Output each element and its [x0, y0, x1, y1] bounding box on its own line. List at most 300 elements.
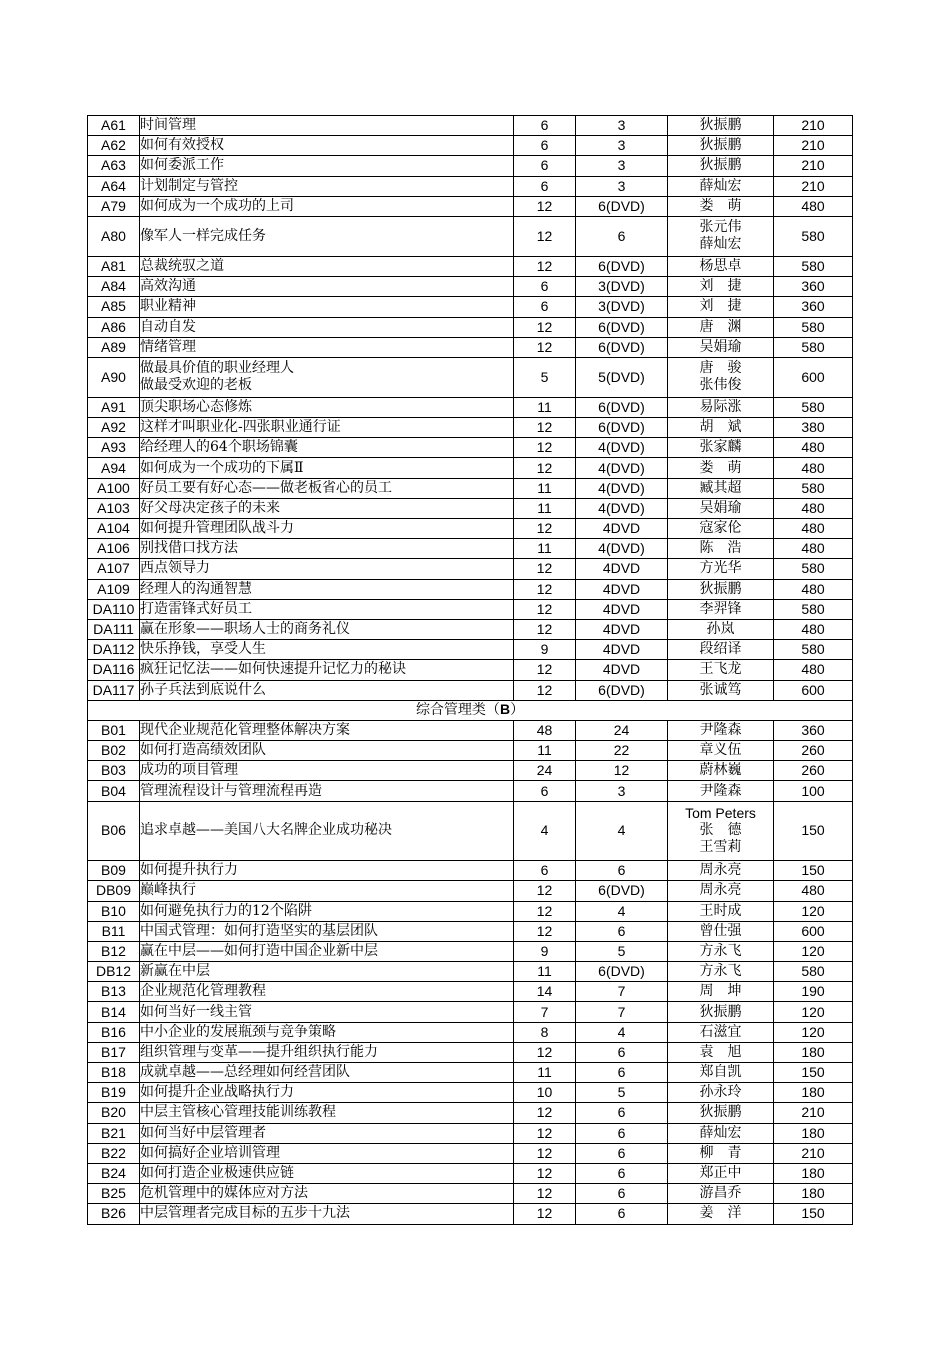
- disc-count: 4DVD: [576, 599, 668, 619]
- table-row: [88, 660, 853, 680]
- table-row: [88, 1042, 853, 1062]
- session-count: 12: [514, 881, 576, 901]
- course-author: [668, 962, 774, 982]
- disc-count: 6: [576, 1204, 668, 1224]
- session-count: 6: [514, 297, 576, 317]
- course-title: [140, 256, 514, 276]
- course-code: B26: [88, 1204, 140, 1224]
- table-row: [88, 337, 853, 357]
- course-price: 480: [774, 881, 853, 901]
- course-author: [668, 317, 774, 337]
- course-price: 360: [774, 720, 853, 740]
- course-title: [140, 1163, 514, 1183]
- course-title-line: 中层管理者完成目标的五步十九法: [140, 1205, 350, 1222]
- course-title: [140, 176, 514, 196]
- course-author-line: 娄 萌: [699, 459, 742, 476]
- session-count: 6: [514, 277, 576, 297]
- table-row: [88, 640, 853, 660]
- course-price: 360: [774, 277, 853, 297]
- course-code: DA116: [88, 660, 140, 680]
- course-author-line: 狄振鹏: [699, 117, 742, 134]
- course-author-line: 孙岚: [706, 621, 735, 638]
- disc-count: 6(DVD): [576, 680, 668, 700]
- course-title-line: 这样才叫职业化-四张职业通行证: [140, 419, 341, 436]
- course-author-line: 郑自凯: [699, 1064, 742, 1081]
- course-author-line: 张诚笃: [699, 681, 742, 698]
- disc-count: 3(DVD): [576, 277, 668, 297]
- session-count: 11: [514, 498, 576, 518]
- course-title-line: 赢在中层——如何打造中国企业新中层: [140, 942, 378, 959]
- course-title: [140, 962, 514, 982]
- course-code: DA117: [88, 680, 140, 700]
- course-author: [668, 1204, 774, 1224]
- course-code: B16: [88, 1022, 140, 1042]
- session-count: 12: [514, 559, 576, 579]
- table-row: [88, 438, 853, 458]
- course-title-line: 如何打造企业极速供应链: [140, 1165, 294, 1182]
- session-count: 12: [514, 619, 576, 639]
- disc-count: 6: [576, 1063, 668, 1083]
- table-row: [88, 781, 853, 801]
- course-title: [140, 1063, 514, 1083]
- course-author-line: 方永飞: [699, 963, 742, 980]
- course-price: 360: [774, 297, 853, 317]
- course-title: [140, 1184, 514, 1204]
- course-price: 480: [774, 458, 853, 478]
- course-title: [140, 1083, 514, 1103]
- course-title: [140, 519, 514, 539]
- course-author-line: 方永飞: [699, 942, 742, 959]
- session-count: 8: [514, 1022, 576, 1042]
- disc-count: 4DVD: [576, 519, 668, 539]
- session-count: 12: [514, 579, 576, 599]
- section-b-header: [88, 700, 853, 720]
- disc-count: 3: [576, 156, 668, 176]
- course-author-line: 刘 捷: [699, 298, 742, 315]
- course-author: [668, 982, 774, 1002]
- course-price: 580: [774, 317, 853, 337]
- table-row: [88, 418, 853, 438]
- course-title: [140, 720, 514, 740]
- course-author-line: 石滋宜: [699, 1023, 742, 1040]
- course-code: A91: [88, 397, 140, 417]
- course-code: A90: [88, 357, 140, 397]
- course-code: A80: [88, 216, 140, 256]
- course-title-line: 成功的项目管理: [140, 762, 238, 779]
- course-title: [140, 136, 514, 156]
- course-title-line: 好员工要有好心态——做老板省心的员工: [140, 479, 392, 496]
- course-title: [140, 1204, 514, 1224]
- disc-count: 4(DVD): [576, 539, 668, 559]
- course-author-line: 薛灿宏: [699, 236, 742, 253]
- disc-count: 4(DVD): [576, 438, 668, 458]
- course-author-line: 章义伍: [699, 742, 742, 759]
- course-title: [140, 478, 514, 498]
- course-author: [668, 1184, 774, 1204]
- course-title: [140, 881, 514, 901]
- course-price: 600: [774, 357, 853, 397]
- course-price: 210: [774, 1143, 853, 1163]
- course-title: [140, 337, 514, 357]
- session-count: 12: [514, 519, 576, 539]
- course-author: [668, 438, 774, 458]
- course-author-line: 姜 洋: [699, 1205, 742, 1222]
- course-code: B14: [88, 1002, 140, 1022]
- session-count: 11: [514, 741, 576, 761]
- table-row: [88, 619, 853, 639]
- course-title-line: 赢在形象——职场人士的商务礼仪: [140, 621, 350, 638]
- course-author: [668, 1083, 774, 1103]
- course-author-line: 王时成: [699, 902, 742, 919]
- course-author: [668, 277, 774, 297]
- table-row: [88, 156, 853, 176]
- disc-count: 6(DVD): [576, 881, 668, 901]
- course-author-line: 蔚林巍: [699, 762, 742, 779]
- course-author-line: 周 坤: [699, 983, 742, 1000]
- course-price: 180: [774, 1083, 853, 1103]
- course-title: [140, 660, 514, 680]
- course-author: [668, 801, 774, 861]
- table-row: [88, 397, 853, 417]
- course-code: A62: [88, 136, 140, 156]
- table-row: [88, 579, 853, 599]
- session-count: 5: [514, 357, 576, 397]
- course-title-line: 如何当好一线主管: [140, 1003, 252, 1020]
- course-author: [668, 216, 774, 256]
- disc-count: 22: [576, 741, 668, 761]
- session-count: 12: [514, 1103, 576, 1123]
- section-b-rows: [88, 720, 853, 1224]
- course-price: 210: [774, 116, 853, 136]
- course-code: DB12: [88, 962, 140, 982]
- disc-count: 3: [576, 781, 668, 801]
- disc-count: 4DVD: [576, 619, 668, 639]
- course-title: [140, 921, 514, 941]
- course-price: 600: [774, 921, 853, 941]
- course-author: [668, 680, 774, 700]
- course-price: 580: [774, 337, 853, 357]
- table-row: [88, 297, 853, 317]
- course-code: B25: [88, 1184, 140, 1204]
- course-title-line: 追求卓越——美国八大名牌企业成功秘决: [140, 822, 392, 839]
- session-count: 11: [514, 1063, 576, 1083]
- course-title: [140, 297, 514, 317]
- table-row: [88, 962, 853, 982]
- course-price: 480: [774, 579, 853, 599]
- course-author-line: 吴娟瑜: [699, 499, 742, 516]
- course-code: B06: [88, 801, 140, 861]
- course-title-line: 总裁统驭之道: [140, 258, 224, 275]
- session-count: 6: [514, 136, 576, 156]
- course-author: [668, 136, 774, 156]
- disc-count: 4: [576, 801, 668, 861]
- table-row: [88, 1022, 853, 1042]
- course-code: A85: [88, 297, 140, 317]
- table-row: [88, 176, 853, 196]
- course-code: A61: [88, 116, 140, 136]
- disc-count: 3: [576, 176, 668, 196]
- course-author-line: 唐 骏: [699, 360, 742, 377]
- course-author: [668, 579, 774, 599]
- course-code: DA111: [88, 619, 140, 639]
- course-title-line: 如何成为一个成功的上司: [140, 197, 294, 214]
- course-title: [140, 1103, 514, 1123]
- course-price: 180: [774, 1123, 853, 1143]
- course-code: B04: [88, 781, 140, 801]
- course-price: 190: [774, 982, 853, 1002]
- disc-count: 6(DVD): [576, 397, 668, 417]
- course-author-line: 狄振鹏: [699, 157, 742, 174]
- course-title-line: 管理流程设计与管理流程再造: [140, 782, 322, 799]
- course-title: [140, 357, 514, 397]
- table-row: [88, 519, 853, 539]
- course-author: [668, 1063, 774, 1083]
- table-row: [88, 478, 853, 498]
- disc-count: 6(DVD): [576, 256, 668, 276]
- course-title-line: 打造雷锋式好员工: [140, 600, 252, 617]
- course-code: B13: [88, 982, 140, 1002]
- session-count: 9: [514, 640, 576, 660]
- course-code: A81: [88, 256, 140, 276]
- course-title: [140, 216, 514, 256]
- table-row: [88, 1163, 853, 1183]
- course-title-line: 如何当好中层管理者: [140, 1124, 266, 1141]
- disc-count: 7: [576, 1002, 668, 1022]
- course-title-line: 疯狂记忆法——如何快速提升记忆力的秘诀: [140, 661, 406, 678]
- course-author: [668, 357, 774, 397]
- course-price: 260: [774, 741, 853, 761]
- course-author-line: 尹隆森: [699, 721, 742, 738]
- session-count: 12: [514, 1143, 576, 1163]
- course-author-line: 王雪莉: [699, 839, 742, 856]
- course-title: [140, 680, 514, 700]
- course-title: [140, 1042, 514, 1062]
- course-author-line: 袁 旭: [699, 1043, 742, 1060]
- course-author-line: 陈 浩: [699, 540, 742, 557]
- disc-count: 4(DVD): [576, 498, 668, 518]
- course-price: 480: [774, 619, 853, 639]
- course-author: [668, 337, 774, 357]
- course-title-line: 别找借口找方法: [140, 540, 238, 557]
- table-row: [88, 761, 853, 781]
- section-title: [88, 700, 853, 720]
- course-title-line: 快乐挣钱，享受人生: [140, 641, 266, 658]
- table-row: [88, 559, 853, 579]
- course-author: [668, 660, 774, 680]
- course-title-line: 给经理人的64个职场锦囊: [140, 439, 298, 456]
- course-author-line: 张伟俊: [699, 377, 742, 394]
- course-price: 480: [774, 660, 853, 680]
- course-author: [668, 478, 774, 498]
- course-title-line: 中国式管理：如何打造坚实的基层团队: [140, 922, 378, 939]
- course-title-line: 职业精神: [140, 298, 196, 315]
- table-row: [88, 982, 853, 1002]
- session-count: 24: [514, 761, 576, 781]
- course-author-line: 张 德: [699, 822, 742, 839]
- course-title: [140, 397, 514, 417]
- course-author-line: 周永亮: [699, 862, 742, 879]
- course-author-line: 吴娟瑜: [699, 338, 742, 355]
- course-author-line: 薛灿宏: [699, 1124, 742, 1141]
- course-title-line: 企业规范化管理教程: [140, 983, 266, 1000]
- course-author-line: 杨思卓: [699, 258, 742, 275]
- course-author-line: 段绍译: [699, 641, 742, 658]
- table-row: [88, 801, 853, 861]
- course-title-line: 做最具价值的职业经理人: [140, 360, 294, 377]
- course-title: [140, 317, 514, 337]
- table-row: [88, 1063, 853, 1083]
- table-row: [88, 941, 853, 961]
- course-code: A100: [88, 478, 140, 498]
- course-author-line: 胡 斌: [699, 419, 742, 436]
- course-title-line: 巅峰执行: [140, 882, 196, 899]
- course-code: B18: [88, 1063, 140, 1083]
- course-title-line: 如何成为一个成功的下属Ⅱ: [140, 459, 304, 476]
- session-count: 12: [514, 418, 576, 438]
- course-author: [668, 1123, 774, 1143]
- course-title-line: 如何提升执行力: [140, 862, 238, 879]
- table-row: [88, 741, 853, 761]
- course-title-line: 如何委派工作: [140, 157, 224, 174]
- course-title-line: 如何提升管理团队战斗力: [140, 520, 294, 537]
- disc-count: 6: [576, 1042, 668, 1062]
- table-row: [88, 498, 853, 518]
- disc-count: 4(DVD): [576, 458, 668, 478]
- section-header-row: [88, 700, 853, 720]
- course-price: 150: [774, 801, 853, 861]
- session-count: 4: [514, 801, 576, 861]
- session-count: 10: [514, 1083, 576, 1103]
- disc-count: 4(DVD): [576, 478, 668, 498]
- course-title-line: 中层主管核心管理技能训练教程: [140, 1104, 336, 1121]
- course-author-line: 唐 渊: [699, 318, 742, 335]
- course-title: [140, 761, 514, 781]
- disc-count: 5: [576, 941, 668, 961]
- course-title: [140, 116, 514, 136]
- disc-count: 6(DVD): [576, 337, 668, 357]
- disc-count: 6(DVD): [576, 196, 668, 216]
- course-code: B19: [88, 1083, 140, 1103]
- session-count: 6: [514, 156, 576, 176]
- course-title-line: 做最受欢迎的老板: [140, 377, 252, 394]
- table-row: [88, 458, 853, 478]
- course-author-line: 易际涨: [699, 398, 742, 415]
- course-code: B22: [88, 1143, 140, 1163]
- session-count: 12: [514, 216, 576, 256]
- course-author: [668, 256, 774, 276]
- course-title-line: 如何避免执行力的12个陷阱: [140, 902, 312, 919]
- course-price: 120: [774, 941, 853, 961]
- course-title-line: 组织管理与变革——提升组织执行能力: [140, 1043, 378, 1060]
- course-author-line: 孙永玲: [699, 1084, 742, 1101]
- course-title-line: 情绪管理: [140, 338, 196, 355]
- course-author: [668, 196, 774, 216]
- course-title: [140, 438, 514, 458]
- course-price: 580: [774, 559, 853, 579]
- session-count: 14: [514, 982, 576, 1002]
- course-price: 480: [774, 196, 853, 216]
- course-author-line: 方光华: [699, 560, 742, 577]
- table-row: [88, 1184, 853, 1204]
- course-author: [668, 1143, 774, 1163]
- course-price: 580: [774, 216, 853, 256]
- course-author: [668, 539, 774, 559]
- course-title: [140, 156, 514, 176]
- course-author: [668, 458, 774, 478]
- course-code: B03: [88, 761, 140, 781]
- session-count: 12: [514, 1184, 576, 1204]
- course-code: A103: [88, 498, 140, 518]
- session-count: 11: [514, 397, 576, 417]
- course-price: 600: [774, 680, 853, 700]
- course-price: 480: [774, 519, 853, 539]
- table-row: [88, 599, 853, 619]
- course-title-line: 好父母决定孩子的未来: [140, 499, 280, 516]
- course-price: 580: [774, 397, 853, 417]
- disc-count: 6: [576, 1184, 668, 1204]
- course-author-line: 狄振鹏: [699, 1003, 742, 1020]
- course-title: [140, 1002, 514, 1022]
- course-code: A104: [88, 519, 140, 539]
- table-row: [88, 861, 853, 881]
- table-row: [88, 1204, 853, 1224]
- course-author: [668, 418, 774, 438]
- course-title-line: 如何搞好企业培训管理: [140, 1144, 280, 1161]
- course-author-line: 郑正中: [699, 1165, 742, 1182]
- disc-count: 12: [576, 761, 668, 781]
- course-author: [668, 1103, 774, 1123]
- course-author-line: 狄振鹏: [699, 580, 742, 597]
- course-title-line: 成就卓越——总经理如何经营团队: [140, 1064, 350, 1081]
- course-author: [668, 1022, 774, 1042]
- disc-count: 4DVD: [576, 559, 668, 579]
- course-code: B11: [88, 921, 140, 941]
- course-code: B24: [88, 1163, 140, 1183]
- course-title: [140, 579, 514, 599]
- session-count: 12: [514, 680, 576, 700]
- disc-count: 6(DVD): [576, 418, 668, 438]
- course-code: A63: [88, 156, 140, 176]
- course-author: [668, 559, 774, 579]
- session-count: 12: [514, 196, 576, 216]
- course-code: DA112: [88, 640, 140, 660]
- course-author: [668, 741, 774, 761]
- disc-count: 4DVD: [576, 660, 668, 680]
- course-price: 580: [774, 640, 853, 660]
- table-row: [88, 921, 853, 941]
- course-author: [668, 640, 774, 660]
- course-price: 150: [774, 861, 853, 881]
- session-count: 12: [514, 337, 576, 357]
- disc-count: 6: [576, 1103, 668, 1123]
- table-row: [88, 720, 853, 740]
- course-title: [140, 781, 514, 801]
- course-author: [668, 176, 774, 196]
- course-price: 480: [774, 498, 853, 518]
- session-count: 12: [514, 458, 576, 478]
- session-count: 7: [514, 1002, 576, 1022]
- course-title-line: 时间管理: [140, 117, 196, 134]
- session-count: 48: [514, 720, 576, 740]
- course-author: [668, 619, 774, 639]
- course-code: B17: [88, 1042, 140, 1062]
- course-title: [140, 277, 514, 297]
- table-row: [88, 1002, 853, 1022]
- disc-count: 6: [576, 216, 668, 256]
- course-title-line: 自动自发: [140, 318, 196, 335]
- course-author: [668, 519, 774, 539]
- session-count: 12: [514, 256, 576, 276]
